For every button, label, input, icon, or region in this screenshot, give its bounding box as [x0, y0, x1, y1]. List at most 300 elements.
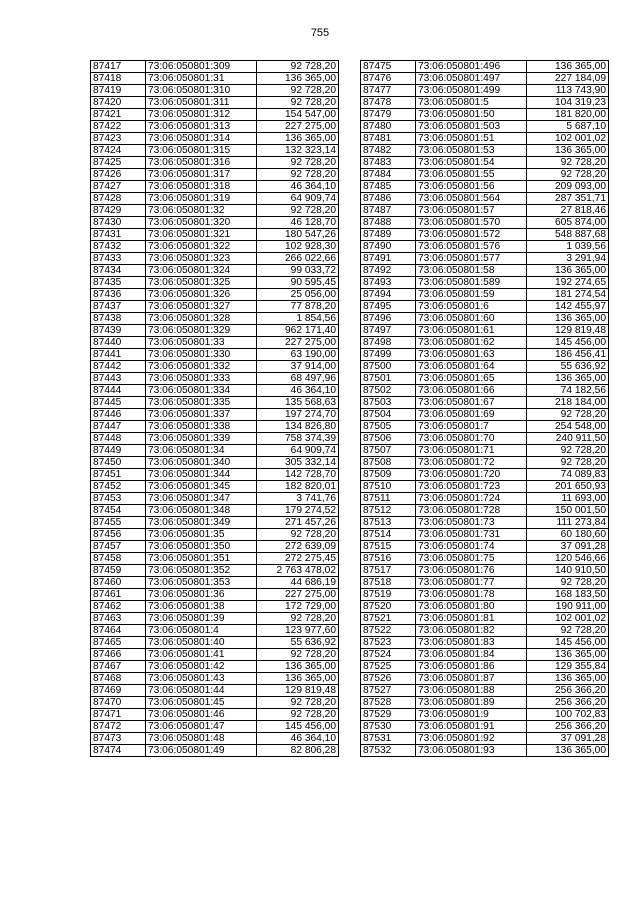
cadastral-number-cell: 73:06:050801:320	[146, 217, 257, 229]
cadastral-number-cell: 73:06:050801:38	[146, 601, 257, 613]
cadastral-number-cell: 73:06:050801:328	[146, 313, 257, 325]
record-number-cell: 87490	[361, 241, 416, 253]
record-number-cell: 87472	[91, 721, 146, 733]
record-number-cell: 87423	[91, 133, 146, 145]
record-number-cell: 87427	[91, 181, 146, 193]
table-row	[361, 577, 609, 589]
table-row	[361, 109, 609, 121]
cadastral-number-cell: 73:06:050801:572	[416, 229, 527, 241]
value-cell: 227 184,09	[527, 73, 609, 85]
record-number-cell: 87489	[361, 229, 416, 241]
cadastral-number-cell: 73:06:050801:86	[416, 661, 527, 673]
value-cell: 136 365,00	[527, 313, 609, 325]
record-number-cell: 87434	[91, 265, 146, 277]
table-row	[361, 637, 609, 649]
table-row	[91, 709, 339, 721]
value-cell: 92 728,20	[257, 205, 339, 217]
record-number-cell: 87453	[91, 493, 146, 505]
table-row	[91, 637, 339, 649]
value-cell: 2 763 478,02	[257, 565, 339, 577]
table-row	[361, 181, 609, 193]
record-number-cell: 87516	[361, 553, 416, 565]
table-row	[361, 73, 609, 85]
table-row	[91, 733, 339, 745]
table-row	[91, 673, 339, 685]
table-row	[91, 697, 339, 709]
table-row	[361, 733, 609, 745]
table-row	[91, 313, 339, 325]
record-number-cell: 87496	[361, 313, 416, 325]
record-number-cell: 87492	[361, 265, 416, 277]
cadastral-number-cell: 73:06:050801:316	[146, 157, 257, 169]
cadastral-number-cell: 73:06:050801:39	[146, 613, 257, 625]
record-number-cell: 87448	[91, 433, 146, 445]
table-row	[361, 85, 609, 97]
cadastral-number-cell: 73:06:050801:56	[416, 181, 527, 193]
cadastral-number-cell: 73:06:050801:325	[146, 277, 257, 289]
record-number-cell: 87417	[91, 61, 146, 73]
value-cell: 100 702,83	[527, 709, 609, 721]
table-row	[91, 157, 339, 169]
table-row	[91, 445, 339, 457]
cadastral-number-cell: 73:06:050801:315	[146, 145, 257, 157]
value-cell: 90 595,45	[257, 277, 339, 289]
cadastral-number-cell: 73:06:050801:51	[416, 133, 527, 145]
record-number-cell: 87466	[91, 649, 146, 661]
cadastral-number-cell: 73:06:050801:5	[416, 97, 527, 109]
cadastral-number-cell: 73:06:050801:89	[416, 697, 527, 709]
value-cell: 136 365,00	[257, 133, 339, 145]
table-row	[91, 289, 339, 301]
cadastral-number-cell: 73:06:050801:499	[416, 85, 527, 97]
value-cell: 82 806,28	[257, 745, 339, 757]
record-number-cell: 87527	[361, 685, 416, 697]
table-row	[361, 145, 609, 157]
value-cell: 256 366,20	[527, 685, 609, 697]
table-row	[361, 625, 609, 637]
table-row	[91, 193, 339, 205]
record-number-cell: 87420	[91, 97, 146, 109]
value-cell: 240 911,50	[527, 433, 609, 445]
record-number-cell: 87438	[91, 313, 146, 325]
cadastral-number-cell: 73:06:050801:76	[416, 565, 527, 577]
record-number-cell: 87511	[361, 493, 416, 505]
record-number-cell: 87483	[361, 157, 416, 169]
cadastral-number-cell: 73:06:050801:338	[146, 421, 257, 433]
cadastral-number-cell: 73:06:050801:57	[416, 205, 527, 217]
value-cell: 25 056,00	[257, 289, 339, 301]
record-number-cell: 87444	[91, 385, 146, 397]
cadastral-number-cell: 73:06:050801:80	[416, 601, 527, 613]
table-row	[91, 73, 339, 85]
record-number-cell: 87431	[91, 229, 146, 241]
record-number-cell: 87473	[91, 733, 146, 745]
cadastral-number-cell: 73:06:050801:720	[416, 469, 527, 481]
table-row	[91, 301, 339, 313]
record-number-cell: 87528	[361, 697, 416, 709]
record-number-cell: 87479	[361, 109, 416, 121]
record-number-cell: 87503	[361, 397, 416, 409]
cadastral-number-cell: 73:06:050801:564	[416, 193, 527, 205]
value-cell: 77 878,20	[257, 301, 339, 313]
record-number-cell: 87507	[361, 445, 416, 457]
record-number-cell: 87457	[91, 541, 146, 553]
cadastral-number-cell: 73:06:050801:48	[146, 733, 257, 745]
value-cell: 136 365,00	[257, 661, 339, 673]
value-cell: 46 128,70	[257, 217, 339, 229]
record-number-cell: 87463	[91, 613, 146, 625]
record-number-cell: 87526	[361, 673, 416, 685]
record-number-cell: 87451	[91, 469, 146, 481]
record-number-cell: 87521	[361, 613, 416, 625]
value-cell: 92 728,20	[257, 613, 339, 625]
table-row	[361, 157, 609, 169]
cadastral-number-cell: 73:06:050801:81	[416, 613, 527, 625]
value-cell: 145 456,00	[527, 337, 609, 349]
record-number-cell: 87518	[361, 577, 416, 589]
value-cell: 102 928,30	[257, 241, 339, 253]
cadastral-number-cell: 73:06:050801:60	[416, 313, 527, 325]
cadastral-number-cell: 73:06:050801:40	[146, 637, 257, 649]
table-row	[91, 277, 339, 289]
record-number-cell: 87424	[91, 145, 146, 157]
record-number-cell: 87500	[361, 361, 416, 373]
table-row	[361, 277, 609, 289]
value-cell: 168 183,50	[527, 589, 609, 601]
table-row	[91, 109, 339, 121]
value-cell: 140 910,50	[527, 565, 609, 577]
cadastral-number-cell: 73:06:050801:570	[416, 217, 527, 229]
cadastral-number-cell: 73:06:050801:496	[416, 61, 527, 73]
table-row	[91, 409, 339, 421]
cadastral-number-cell: 73:06:050801:84	[416, 649, 527, 661]
value-cell: 134 826,80	[257, 421, 339, 433]
record-number-cell: 87428	[91, 193, 146, 205]
record-number-cell: 87524	[361, 649, 416, 661]
table-row	[361, 289, 609, 301]
table-row	[91, 85, 339, 97]
record-number-cell: 87504	[361, 409, 416, 421]
table-row	[361, 613, 609, 625]
record-number-cell: 87452	[91, 481, 146, 493]
cadastral-number-cell: 73:06:050801:497	[416, 73, 527, 85]
value-cell: 46 364,10	[257, 181, 339, 193]
cadastral-number-cell: 73:06:050801:53	[416, 145, 527, 157]
table-row	[361, 421, 609, 433]
value-cell: 64 909,74	[257, 445, 339, 457]
value-cell: 92 728,20	[257, 697, 339, 709]
value-cell: 123 977,60	[257, 625, 339, 637]
value-cell: 227 275,00	[257, 589, 339, 601]
value-cell: 287 351,71	[527, 193, 609, 205]
record-number-cell: 87445	[91, 397, 146, 409]
value-cell: 132 323,14	[257, 145, 339, 157]
table-row	[91, 361, 339, 373]
table-row	[361, 373, 609, 385]
value-cell: 180 547,26	[257, 229, 339, 241]
record-number-cell: 87449	[91, 445, 146, 457]
cadastral-number-cell: 73:06:050801:314	[146, 133, 257, 145]
value-cell: 145 456,00	[257, 721, 339, 733]
cadastral-number-cell: 73:06:050801:92	[416, 733, 527, 745]
table-row	[91, 553, 339, 565]
record-number-cell: 87465	[91, 637, 146, 649]
cadastral-number-cell: 73:06:050801:503	[416, 121, 527, 133]
value-cell: 92 728,20	[257, 529, 339, 541]
table-row	[91, 589, 339, 601]
record-number-cell: 87470	[91, 697, 146, 709]
value-cell: 104 319,23	[527, 97, 609, 109]
cadastral-number-cell: 73:06:050801:35	[146, 529, 257, 541]
value-cell: 92 728,20	[257, 709, 339, 721]
table-row	[361, 265, 609, 277]
value-cell: 305 332,14	[257, 457, 339, 469]
cadastral-number-cell: 73:06:050801:72	[416, 457, 527, 469]
value-cell: 136 365,00	[527, 61, 609, 73]
cadastral-number-cell: 73:06:050801:350	[146, 541, 257, 553]
record-number-cell: 87425	[91, 157, 146, 169]
table-row	[91, 529, 339, 541]
table-row	[91, 517, 339, 529]
record-number-cell: 87450	[91, 457, 146, 469]
record-number-cell: 87467	[91, 661, 146, 673]
value-cell: 227 275,00	[257, 337, 339, 349]
cadastral-number-cell: 73:06:050801:332	[146, 361, 257, 373]
cadastral-number-cell: 73:06:050801:69	[416, 409, 527, 421]
cadastral-number-cell: 73:06:050801:348	[146, 505, 257, 517]
cadastral-number-cell: 73:06:050801:88	[416, 685, 527, 697]
value-cell: 136 365,00	[527, 373, 609, 385]
value-cell: 605 874,00	[527, 217, 609, 229]
record-number-cell: 87491	[361, 253, 416, 265]
cadastral-number-cell: 73:06:050801:310	[146, 85, 257, 97]
table-row	[361, 397, 609, 409]
record-number-cell: 87501	[361, 373, 416, 385]
cadastral-number-cell: 73:06:050801:78	[416, 589, 527, 601]
cadastral-number-cell: 73:06:050801:312	[146, 109, 257, 121]
record-number-cell: 87514	[361, 529, 416, 541]
value-cell: 55 636,92	[527, 361, 609, 373]
record-number-cell: 87459	[91, 565, 146, 577]
record-number-cell: 87506	[361, 433, 416, 445]
value-cell: 92 728,20	[257, 157, 339, 169]
record-number-cell: 87498	[361, 337, 416, 349]
record-number-cell: 87520	[361, 601, 416, 613]
record-number-cell: 87419	[91, 85, 146, 97]
table-row	[361, 517, 609, 529]
table-row	[361, 61, 609, 73]
table-row	[361, 385, 609, 397]
record-number-cell: 87531	[361, 733, 416, 745]
table-row	[91, 181, 339, 193]
table-row	[91, 337, 339, 349]
cadastral-number-cell: 73:06:050801:44	[146, 685, 257, 697]
value-cell: 37 091,28	[527, 733, 609, 745]
record-number-cell: 87499	[361, 349, 416, 361]
cadastral-number-cell: 73:06:050801:47	[146, 721, 257, 733]
value-cell: 92 728,20	[527, 169, 609, 181]
value-cell: 64 909,74	[257, 193, 339, 205]
record-number-cell: 87418	[91, 73, 146, 85]
record-number-cell: 87488	[361, 217, 416, 229]
value-cell: 129 819,48	[527, 325, 609, 337]
cadastral-number-cell: 73:06:050801:333	[146, 373, 257, 385]
value-cell: 962 171,40	[257, 325, 339, 337]
table-row	[91, 469, 339, 481]
value-cell: 92 728,20	[527, 625, 609, 637]
value-cell: 271 457,26	[257, 517, 339, 529]
cadastral-number-cell: 73:06:050801:344	[146, 469, 257, 481]
cadastral-number-cell: 73:06:050801:32	[146, 205, 257, 217]
value-cell: 190 911,00	[527, 601, 609, 613]
table-row	[361, 541, 609, 553]
record-number-cell: 87519	[361, 589, 416, 601]
table-row	[91, 121, 339, 133]
cadastral-number-cell: 73:06:050801:334	[146, 385, 257, 397]
record-number-cell: 87530	[361, 721, 416, 733]
table-row	[91, 541, 339, 553]
table-row	[91, 433, 339, 445]
value-cell: 136 365,00	[527, 745, 609, 757]
value-cell: 92 728,20	[257, 649, 339, 661]
record-number-cell: 87430	[91, 217, 146, 229]
value-cell: 272 275,45	[257, 553, 339, 565]
cadastral-number-cell: 73:06:050801:83	[416, 637, 527, 649]
table-row	[361, 529, 609, 541]
table-row	[91, 229, 339, 241]
value-cell: 136 365,00	[527, 265, 609, 277]
value-cell: 92 728,20	[527, 577, 609, 589]
record-number-cell: 87525	[361, 661, 416, 673]
record-number-cell: 87441	[91, 349, 146, 361]
table-row	[91, 421, 339, 433]
table-row	[91, 745, 339, 757]
record-number-cell: 87517	[361, 565, 416, 577]
cadastral-number-cell: 73:06:050801:311	[146, 97, 257, 109]
cadastral-number-cell: 73:06:050801:337	[146, 409, 257, 421]
record-number-cell: 87460	[91, 577, 146, 589]
value-cell: 92 728,20	[527, 157, 609, 169]
table-row	[361, 217, 609, 229]
cadastral-number-cell: 73:06:050801:9	[416, 709, 527, 721]
value-cell: 74 089,83	[527, 469, 609, 481]
table-row	[91, 565, 339, 577]
table-row	[361, 229, 609, 241]
record-number-cell: 87478	[361, 97, 416, 109]
record-number-cell: 87458	[91, 553, 146, 565]
record-number-cell: 87523	[361, 637, 416, 649]
record-number-cell: 87442	[91, 361, 146, 373]
cadastral-number-cell: 73:06:050801:91	[416, 721, 527, 733]
value-cell: 197 274,70	[257, 409, 339, 421]
record-number-cell: 87446	[91, 409, 146, 421]
record-number-cell: 87421	[91, 109, 146, 121]
record-number-cell: 87513	[361, 517, 416, 529]
cadastral-number-cell: 73:06:050801:345	[146, 481, 257, 493]
cadastral-number-cell: 73:06:050801:87	[416, 673, 527, 685]
table-row	[91, 349, 339, 361]
table-row	[361, 241, 609, 253]
left-records-table	[90, 60, 339, 757]
table-row	[361, 457, 609, 469]
record-number-cell: 87486	[361, 193, 416, 205]
cadastral-number-cell: 73:06:050801:64	[416, 361, 527, 373]
cadastral-number-cell: 73:06:050801:49	[146, 745, 257, 757]
table-row	[91, 613, 339, 625]
value-cell: 5 687,10	[527, 121, 609, 133]
cadastral-number-cell: 73:06:050801:351	[146, 553, 257, 565]
table-row	[361, 589, 609, 601]
record-number-cell: 87505	[361, 421, 416, 433]
table-row	[91, 133, 339, 145]
table-row	[361, 253, 609, 265]
value-cell: 37 914,00	[257, 361, 339, 373]
cadastral-number-cell: 73:06:050801:324	[146, 265, 257, 277]
cadastral-number-cell: 73:06:050801:318	[146, 181, 257, 193]
value-cell: 179 274,52	[257, 505, 339, 517]
value-cell: 3 291,94	[527, 253, 609, 265]
value-cell: 256 366,20	[527, 697, 609, 709]
table-row	[91, 241, 339, 253]
value-cell: 548 887,68	[527, 229, 609, 241]
cadastral-number-cell: 73:06:050801:65	[416, 373, 527, 385]
table-row	[91, 265, 339, 277]
value-cell: 68 497,96	[257, 373, 339, 385]
value-cell: 60 180,60	[527, 529, 609, 541]
value-cell: 113 743,90	[527, 85, 609, 97]
cadastral-number-cell: 73:06:050801:577	[416, 253, 527, 265]
cadastral-number-cell: 73:06:050801:7	[416, 421, 527, 433]
record-number-cell: 87522	[361, 625, 416, 637]
record-number-cell: 87484	[361, 169, 416, 181]
cadastral-number-cell: 73:06:050801:353	[146, 577, 257, 589]
cadastral-number-cell: 73:06:050801:36	[146, 589, 257, 601]
table-row	[91, 601, 339, 613]
cadastral-number-cell: 73:06:050801:59	[416, 289, 527, 301]
record-number-cell: 87439	[91, 325, 146, 337]
cadastral-number-cell: 73:06:050801:323	[146, 253, 257, 265]
value-cell: 256 366,20	[527, 721, 609, 733]
cadastral-number-cell: 73:06:050801:330	[146, 349, 257, 361]
table-row	[91, 625, 339, 637]
table-row	[361, 409, 609, 421]
cadastral-number-cell: 73:06:050801:349	[146, 517, 257, 529]
cadastral-number-cell: 73:06:050801:77	[416, 577, 527, 589]
value-cell: 99 033,72	[257, 265, 339, 277]
cadastral-number-cell: 73:06:050801:55	[416, 169, 527, 181]
value-cell: 136 365,00	[527, 649, 609, 661]
record-number-cell: 87469	[91, 685, 146, 697]
value-cell: 129 819,48	[257, 685, 339, 697]
table-row	[91, 97, 339, 109]
cadastral-number-cell: 73:06:050801:731	[416, 529, 527, 541]
table-row	[91, 145, 339, 157]
record-number-cell: 87456	[91, 529, 146, 541]
table-row	[361, 673, 609, 685]
right-records-body	[361, 61, 609, 757]
record-number-cell: 87447	[91, 421, 146, 433]
cadastral-number-cell: 73:06:050801:93	[416, 745, 527, 757]
table-row	[361, 193, 609, 205]
table-row	[361, 697, 609, 709]
record-number-cell: 87474	[91, 745, 146, 757]
value-cell: 181 820,00	[527, 109, 609, 121]
value-cell: 44 686,19	[257, 577, 339, 589]
cadastral-number-cell: 73:06:050801:70	[416, 433, 527, 445]
record-number-cell: 87482	[361, 145, 416, 157]
cadastral-number-cell: 73:06:050801:66	[416, 385, 527, 397]
value-cell: 92 728,20	[527, 409, 609, 421]
